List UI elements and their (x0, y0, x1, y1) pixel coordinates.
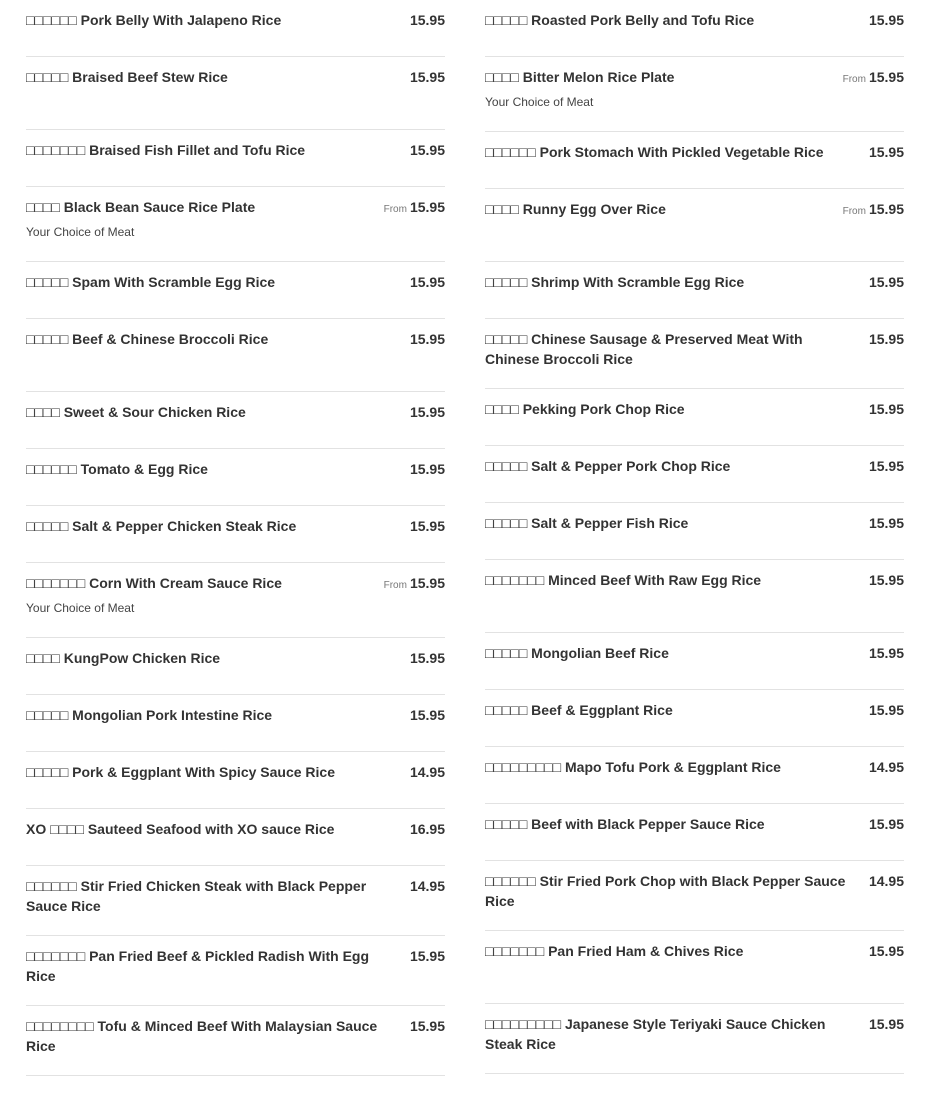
menu-item-row (485, 700, 904, 723)
menu-item[interactable] (26, 57, 445, 130)
menu-item-row (26, 402, 445, 425)
menu-item-price: 14.95 (868, 759, 904, 775)
menu-item-row (26, 67, 445, 90)
menu-item-price: 15.95 (868, 515, 904, 531)
menu-item-name: □□□□□□□□ Tofu & Minced Beef With Malaysian Sauce Rice (26, 1018, 378, 1054)
menu-item-price: 14.95 (409, 878, 445, 894)
menu-item-description: Your Choice of Meat (26, 225, 135, 239)
menu-item-price-group (399, 705, 445, 728)
menu-item-price: 15.95 (409, 404, 445, 420)
menu-item-row (26, 1016, 445, 1056)
menu-item-name: □□□□□□□ Corn With Cream Sauce Rice (26, 575, 282, 591)
menu-item-name: □□□□□ Salt & Pepper Chicken Steak Rice (26, 518, 297, 534)
menu-item-price: 15.95 (409, 650, 445, 666)
menu-item-price: 15.95 (409, 707, 445, 723)
menu-item-row (26, 140, 445, 163)
menu-item-price-group (399, 402, 445, 425)
menu-item-row (26, 876, 445, 916)
menu-item[interactable] (26, 506, 445, 563)
menu-item[interactable] (485, 189, 904, 262)
menu-item-price-group (858, 456, 904, 479)
menu-item[interactable] (26, 187, 445, 262)
menu-item-from-label: From (383, 580, 407, 591)
menu-item-price: 15.95 (409, 331, 445, 347)
menu-item-name: □□□□□ Spam With Scramble Egg Rice (26, 274, 276, 290)
menu-item-row (485, 570, 904, 593)
menu-item-name: □□□□□□□□□ Mapo Tofu Pork & Eggplant Rice (485, 759, 781, 775)
menu-item-from-label: From (842, 206, 866, 217)
menu-item-row (485, 757, 904, 780)
menu-item-name: □□□□ KungPow Chicken Rice (26, 650, 221, 666)
menu-item-row (485, 199, 904, 222)
menu-item[interactable] (485, 560, 904, 633)
menu-item-row (485, 10, 904, 33)
menu-item-row (485, 513, 904, 536)
menu-item-price-group (835, 67, 904, 90)
menu-item-price: 15.95 (868, 12, 904, 28)
menu-item-name: □□□□□ Pork & Eggplant With Spicy Sauce Rice (26, 764, 335, 780)
menu-item-price: 15.95 (409, 461, 445, 477)
menu-item-price: 15.95 (868, 458, 904, 474)
menu-item-price: 15.95 (868, 1016, 904, 1032)
menu-item-row (485, 941, 904, 964)
menu-item-name: □□□□ Sweet & Sour Chicken Rice (26, 404, 246, 420)
menu-item-name: □□□□□ Braised Beef Stew Rice (26, 69, 228, 85)
menu-item-price: 15.95 (868, 816, 904, 832)
menu-item-price: 15.95 (868, 144, 904, 160)
menu-item-row (485, 1014, 904, 1054)
menu-item-price: 15.95 (868, 331, 904, 347)
menu-item-row (26, 705, 445, 728)
menu-item-price: 15.95 (409, 199, 445, 215)
menu-item[interactable] (485, 0, 904, 57)
menu-item-name: □□□□□ Mongolian Beef Rice (485, 645, 669, 661)
menu-item-from-label: From (383, 204, 407, 215)
menu-item-name: □□□□ Pekking Pork Chop Rice (485, 401, 685, 417)
menu-item-name: □□□□ Runny Egg Over Rice (485, 201, 666, 217)
menu-item-price: 16.95 (409, 821, 445, 837)
menu-item[interactable] (485, 931, 904, 1004)
menu-item-name: □□□□□□□ Pan Fried Beef & Pickled Radish With Egg Rice (26, 948, 370, 984)
menu-item-name: □□□□□□ Stir Fried Chicken Steak with Black Pepper Sauce Rice (26, 878, 367, 914)
menu-item-price-group (858, 142, 904, 165)
menu-item-from-label: From (842, 74, 866, 85)
menu-item-price-group (858, 399, 904, 422)
menu-item-row (485, 272, 904, 295)
menu-item-price: 15.95 (868, 572, 904, 588)
menu-item-price-group (399, 140, 445, 163)
menu-item-name: □□□□ Bitter Melon Rice Plate (485, 69, 675, 85)
menu-item-spacer (485, 964, 904, 984)
menu-item[interactable] (26, 936, 445, 1006)
menu-item[interactable] (485, 389, 904, 446)
menu-item-price-group (858, 643, 904, 666)
menu-item-name: □□□□□ Shrimp With Scramble Egg Rice (485, 274, 745, 290)
menu-item[interactable] (26, 752, 445, 809)
menu-item-row (26, 573, 445, 596)
menu-item-price: 15.95 (409, 142, 445, 158)
menu-item-price-group (399, 272, 445, 295)
menu-item-description: Your Choice of Meat (485, 95, 594, 109)
menu-item-price-group (858, 272, 904, 295)
menu-item-name: □□□□□ Salt & Pepper Fish Rice (485, 515, 689, 531)
menu-item[interactable] (26, 695, 445, 752)
menu-item[interactable] (485, 633, 904, 690)
menu-item[interactable] (26, 563, 445, 638)
menu-item[interactable] (26, 809, 445, 866)
menu-item-row (26, 762, 445, 785)
menu-item-row (26, 329, 445, 352)
menu-item-price-group (399, 67, 445, 90)
menu-item-price-group (399, 819, 445, 842)
menu-item-price-group (399, 459, 445, 482)
menu-item-price: 14.95 (868, 873, 904, 889)
menu-item-row (485, 399, 904, 422)
menu-item-row (485, 871, 904, 911)
menu-item-row (26, 272, 445, 295)
menu-item-price: 15.95 (868, 943, 904, 959)
menu-item-price-group (835, 199, 904, 222)
menu-item[interactable] (485, 446, 904, 503)
menu-item-row (485, 643, 904, 666)
menu-item-name: □□□□□ Beef & Chinese Broccoli Rice (26, 331, 269, 347)
menu-column-left (26, 0, 445, 1076)
menu-item-price: 15.95 (868, 201, 904, 217)
menu-item-price-group (376, 573, 445, 596)
menu-item-spacer (26, 90, 445, 110)
menu-item-price: 15.95 (409, 69, 445, 85)
menu-item-spacer (485, 222, 904, 242)
menu-item-row (485, 142, 904, 165)
menu-item[interactable] (485, 503, 904, 560)
menu-item[interactable] (485, 861, 904, 931)
menu-item-price-group (858, 871, 904, 894)
menu-item-row (485, 814, 904, 837)
menu-item-price-group (858, 1014, 904, 1037)
menu-item-spacer (485, 593, 904, 613)
menu-grid (26, 0, 904, 1076)
menu-item-row (485, 67, 904, 90)
menu-item-name: □□□□□ Salt & Pepper Pork Chop Rice (485, 458, 731, 474)
menu-item-price-group (858, 757, 904, 780)
menu-item-name: □□□□□□ Tomato & Egg Rice (26, 461, 208, 477)
menu-item-name: XO □□□□ Sauteed Seafood with XO sauce Rice (26, 821, 335, 837)
menu-item[interactable] (26, 130, 445, 187)
menu-item-price-group (858, 10, 904, 33)
menu-item-row (26, 10, 445, 33)
menu-item[interactable] (485, 57, 904, 132)
menu-item-name: □□□□□□□□□ Japanese Style Teriyaki Sauce Chicken Steak Rice (485, 1016, 826, 1052)
menu-item-price-group (399, 876, 445, 899)
menu-item[interactable] (485, 262, 904, 319)
menu-item-price-group (399, 329, 445, 352)
menu-item-row (26, 516, 445, 539)
menu-item[interactable] (26, 0, 445, 57)
menu-item-price-group (399, 10, 445, 33)
menu-item-name: □□□□□□□ Minced Beef With Raw Egg Rice (485, 572, 762, 588)
menu-item-name: □□□□□□ Stir Fried Pork Chop with Black Pepper Sauce Rice (485, 873, 846, 909)
menu-item-price: 15.95 (409, 274, 445, 290)
menu-item[interactable] (26, 392, 445, 449)
menu-item-price-group (858, 570, 904, 593)
menu-item-price: 15.95 (868, 274, 904, 290)
menu-item-row (26, 819, 445, 842)
menu-item-row (26, 648, 445, 671)
menu-item-price-group (399, 648, 445, 671)
menu-item-price: 15.95 (868, 401, 904, 417)
menu-item-name: □□□□□□□ Pan Fried Ham & Chives Rice (485, 943, 744, 959)
menu-item-name: □□□□□ Roasted Pork Belly and Tofu Rice (485, 12, 755, 28)
menu-item[interactable] (485, 804, 904, 861)
menu-item-row (485, 456, 904, 479)
menu-item-price: 15.95 (409, 1018, 445, 1034)
menu-item-name: □□□□□ Beef & Eggplant Rice (485, 702, 673, 718)
menu-item-name: □□□□□□ Pork Belly With Jalapeno Rice (26, 12, 282, 28)
menu-item-price-group (858, 329, 904, 352)
menu-item[interactable] (485, 132, 904, 189)
menu-item-price: 15.95 (409, 12, 445, 28)
menu-item-price: 14.95 (409, 764, 445, 780)
menu-item-price-group (399, 1016, 445, 1039)
menu-item-name: □□□□□ Mongolian Pork Intestine Rice (26, 707, 273, 723)
menu-item-description: Your Choice of Meat (26, 601, 135, 615)
menu-item-name: □□□□□□□ Braised Fish Fillet and Tofu Rice (26, 142, 306, 158)
menu-item-price: 15.95 (868, 69, 904, 85)
menu-item-name: □□□□ Black Bean Sauce Rice Plate (26, 199, 256, 215)
menu-item-price: 15.95 (409, 575, 445, 591)
menu-item-price: 15.95 (409, 948, 445, 964)
menu-item-price-group (399, 516, 445, 539)
menu-item-name: □□□□□ Chinese Sausage & Preserved Meat With Chinese Broccoli Rice (485, 331, 803, 367)
menu-item-price: 15.95 (868, 645, 904, 661)
menu-item-price-group (858, 941, 904, 964)
menu-item[interactable] (485, 747, 904, 804)
menu-item[interactable] (26, 262, 445, 319)
menu-item-price-group (858, 814, 904, 837)
menu-item-name: □□□□□□ Pork Stomach With Pickled Vegetable Rice (485, 144, 824, 160)
menu-item-price-group (858, 513, 904, 536)
menu-item-name: □□□□□ Beef with Black Pepper Sauce Rice (485, 816, 765, 832)
menu-item-spacer (26, 352, 445, 372)
menu-item-price-group (376, 197, 445, 220)
menu-column-right (485, 0, 904, 1076)
menu-item-row (26, 459, 445, 482)
menu-item[interactable] (485, 690, 904, 747)
menu-item[interactable] (26, 1006, 445, 1076)
menu-item-price: 15.95 (868, 702, 904, 718)
menu-item[interactable] (485, 319, 904, 389)
menu-item[interactable] (26, 638, 445, 695)
menu-item-price-group (399, 946, 445, 969)
menu-item-price: 15.95 (409, 518, 445, 534)
menu-item-row (485, 329, 904, 369)
menu-item-price-group (399, 762, 445, 785)
menu-item-row (26, 197, 445, 220)
menu-item[interactable] (26, 866, 445, 936)
menu-item[interactable] (26, 449, 445, 506)
menu-item-row (26, 946, 445, 986)
menu-item[interactable] (26, 319, 445, 392)
menu-item[interactable] (485, 1004, 904, 1074)
menu-item-price-group (858, 700, 904, 723)
